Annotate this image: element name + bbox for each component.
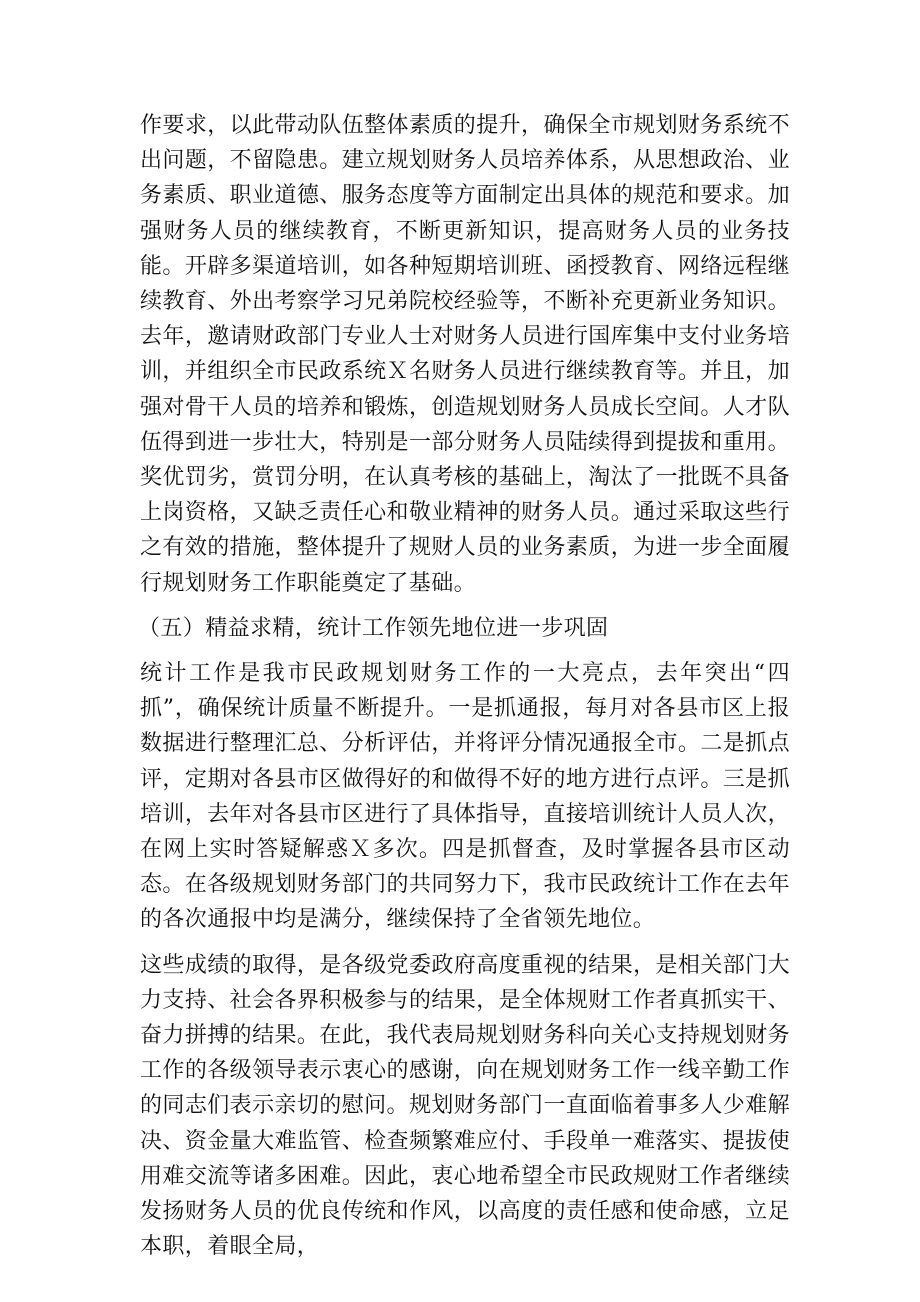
paragraph-spacer — [140, 601, 790, 611]
document-body — [140, 108, 790, 1265]
paragraph-spacer — [140, 646, 790, 656]
paragraph-achievements: 这些成绩的取得，是各级党委政府高度重视的结果，是相关部门大力支持、社会各界积极参与的结果，是全体规财工作者真抓实干、奋力拼搏的结果。在此，我代表局规划财务科向关心支持规划财务工作的各级领导表示衷心的感谢，向在规划财务工作一线辛勤工作的同志们表示亲切的慰问。规划财务部门一直面临着事多人少难解决、资金量大难监管、检查频繁难应付、手段单一难落实、提拔使用难交流等诸多困难。因此，衷心地希望全市民政规财工作者继续发扬财务人员的优良传统和作风，以高度的责任感和使命感，立足本职，着眼全局， — [140, 952, 790, 1260]
paragraph-spacer — [140, 938, 790, 948]
paragraph-staff-training: 作要求，以此带动队伍整体素质的提升，确保全市规划财务系统不出问题，不留隐患。建立规划财务人员培养体系，从思想政治、业务素质、职业道德、服务态度等方面制定出具体的规范和要求。加强财务人员的继续教育，不断更新知识，提高财务人员的业务技能。开辟多渠道培训，如各种短期培训班、函授教育、网络远程继续教育、外出考察学习兄弟院校经验等，不断补充更新业务知识。去年，邀请财政部门专业人士对财务人员进行国库集中支付业务培训，并组织全市民政系统Ｘ名财务人员进行继续教育等。并且，加强对骨干人员的培养和锻炼，创造规划财务人员成长空间。人才队伍得到进一步壮大，特别是一部分财务人员陆续得到提拔和重用。奖优罚劣，赏罚分明，在认真考核的基础上，淘汰了一批既不具备上岗资格，又缺乏责任心和敬业精神的财务人员。通过采取这些行之有效的措施，整体提升了规财人员的业务素质，为进一步全面履行规划财务工作职能奠定了基础。 — [140, 113, 790, 596]
section-heading: （五）精益求精，统计工作领先地位进一步巩固 — [138, 615, 609, 641]
paragraph-statistics-work: 统计工作是我市民政规划财务工作的一大亮点，去年突出“四抓”，确保统计质量不断提升。一是抓通报，每月对各县市区上报数据进行整理汇总、分析评估，并将评分情况通报全市。二是抓点评，定期对各县市区做得好的和做得不好的地方进行点评。三是抓培训，去年对各县市区进行了具体指导，直接培训统计人员人次，在网上实时答疑解惑Ｘ多次。四是抓督查，及时掌握各县市区动态。在各级规划财务部门的共同努力下，我市民政统计工作在去年的各次通报中均是满分，继续保持了全省领先地位。 — [140, 661, 790, 933]
